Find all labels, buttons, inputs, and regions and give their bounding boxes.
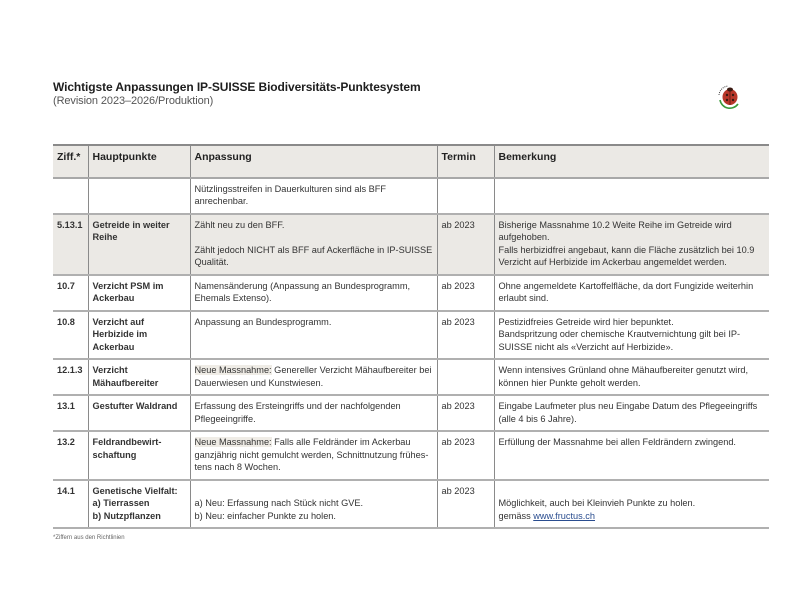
cell-ziff: 10.8 <box>53 311 88 360</box>
table-row <box>53 395 769 431</box>
cell-hauptpunkte: Verzicht PSM im Ackerbau <box>88 275 190 311</box>
bemerkung-line: Pestizidfreies Getreide wird hier bepunktet. <box>498 316 674 327</box>
anpassung-line: Zählt neu zu den BFF. <box>194 219 285 230</box>
cell-anpassung <box>190 214 437 275</box>
column-header-bemerkung: Bemerkung <box>494 145 769 178</box>
cell-termin <box>437 359 494 395</box>
cell-ziff <box>53 178 88 214</box>
cell-bemerkung <box>494 214 769 275</box>
table-row <box>53 311 769 360</box>
cell-bemerkung: Ohne angemeldete Kartoffelfläche, da dort Fungizide weiterhin erlaubt sind. <box>494 275 769 311</box>
footnote: *Ziffern aus den Richtlinien <box>53 535 125 541</box>
page-subtitle: (Revision 2023–2026/Produktion) <box>53 95 214 107</box>
cell-anpassung <box>190 480 437 529</box>
column-header-ziff: Ziff.* <box>53 145 88 178</box>
cell-hauptpunkte: Feldrandbewirtschaftung <box>88 431 190 480</box>
table-row <box>53 214 769 275</box>
cell-termin: ab 2023 <box>437 311 494 360</box>
cell-ziff: 13.1 <box>53 395 88 431</box>
table-row <box>53 431 769 480</box>
cell-bemerkung: Wenn intensives Grünland ohne Mähaufbereiter genutzt wird, können hier Punkte geholt werden. <box>494 359 769 395</box>
cell-anpassung <box>190 431 437 480</box>
new-measure-highlight: Neue Massnahme: <box>194 437 272 447</box>
cell-ziff: 5.13.1 <box>53 214 88 275</box>
anpassung-line: b) Neu: einfacher Punkte zu holen. <box>194 510 336 521</box>
fructus-link[interactable]: www.fructus.ch <box>533 510 596 521</box>
bemerkung-line: Möglichkeit, auch bei Kleinvieh Punkte zu holen. <box>498 498 696 508</box>
cell-ziff: 13.2 <box>53 431 88 480</box>
cell-hauptpunkte: Gestufter Waldrand <box>88 395 190 431</box>
page-title: Wichtigste Anpassungen IP-SUISSE Biodiversitäts-Punktesystem <box>53 80 421 94</box>
bemerkung-line: Bandspritzung oder chemische Krautvernichtung gilt bei IP-SUISSE nicht als «Verzicht auf Herbizide». <box>498 329 741 352</box>
cell-termin: ab 2023 <box>437 431 494 480</box>
cell-bemerkung: Erfüllung der Massnahme bei allen Feldrändern zwingend. <box>494 431 769 480</box>
table-row <box>53 359 769 395</box>
cell-ziff: 14.1 <box>53 480 88 529</box>
cell-termin: ab 2023 <box>437 480 494 529</box>
anpassung-text: Falls alle Feldränder im Ackerbau ganzjährig nicht gemulcht werden, Schnittnutzung frühestens nach 8 Wochen. <box>194 437 429 472</box>
cell-bemerkung <box>494 480 769 529</box>
cell-anpassung <box>190 359 437 395</box>
cell-hauptpunkte: Verzicht auf Herbizide im Ackerbau <box>88 311 190 360</box>
cell-anpassung: Nützlingsstreifen in Dauerkulturen sind als BFF anrechenbar. <box>190 178 437 214</box>
changes-table <box>53 144 769 529</box>
column-header-anpassung: Anpassung <box>190 145 437 178</box>
cell-hauptpunkte <box>88 480 190 529</box>
bemerkung-prefix: gemäss <box>498 510 534 521</box>
anpassung-line: Zählt jedoch NICHT als BFF auf Ackerfläche in IP-SUISSE Qualität. <box>194 244 433 267</box>
table-row <box>53 480 769 529</box>
cell-bemerkung <box>494 311 769 360</box>
cell-ziff: 10.7 <box>53 275 88 311</box>
cell-bemerkung: Eingabe Laufmeter plus neu Eingabe Datum des Pflegeeingriffs (alle 4 bis 6 Jahre). <box>494 395 769 431</box>
cell-termin: ab 2023 <box>437 214 494 275</box>
cell-anpassung: Anpassung an Bundesprogramm. <box>190 311 437 360</box>
table-header-row <box>53 145 769 178</box>
cell-bemerkung <box>494 178 769 214</box>
column-header-termin: Termin <box>437 145 494 178</box>
ladybug-logo-icon <box>716 82 742 112</box>
bemerkung-line: Falls herbizidfrei angebaut, kann die Fläche zusätzlich bei 10.9 Verzicht auf Herbizide im Ackerbau angemeldet werden. <box>498 244 755 267</box>
bemerkung-line: Bisherige Massnahme 10.2 Weite Reihe im Getreide wird aufgehoben. <box>498 219 732 242</box>
cell-ziff: 12.1.3 <box>53 359 88 395</box>
cell-hauptpunkte: Verzicht Mähaufbereiter <box>88 359 190 395</box>
table-row <box>53 275 769 311</box>
cell-termin <box>437 178 494 214</box>
table-row <box>53 178 769 214</box>
cell-termin: ab 2023 <box>437 395 494 431</box>
hauptpunkte-line: b) Nutzpflanzen <box>92 510 161 521</box>
cell-hauptpunkte <box>88 178 190 214</box>
hauptpunkte-line: a) Tierrassen <box>92 498 150 508</box>
column-header-hauptpunkte: Hauptpunkte <box>88 145 190 178</box>
cell-anpassung: Namensänderung (Anpassung an Bundesprogramm, Ehemals Extenso). <box>190 275 437 311</box>
cell-anpassung: Erfassung des Ersteingriffs und der nachfolgenden Pflegeeingriffe. <box>190 395 437 431</box>
anpassung-line: a) Neu: Erfassung nach Stück nicht GVE. <box>194 498 364 508</box>
cell-termin: ab 2023 <box>437 275 494 311</box>
cell-hauptpunkte: Getreide in weiter Reihe <box>88 214 190 275</box>
new-measure-highlight: Neue Massnahme: <box>194 365 272 375</box>
anpassung-text: Genereller Verzicht Mähaufbereiter bei Dauerwiesen und Kunstwiesen. <box>194 365 432 388</box>
hauptpunkte-line: Genetische Vielfalt: <box>92 485 178 496</box>
